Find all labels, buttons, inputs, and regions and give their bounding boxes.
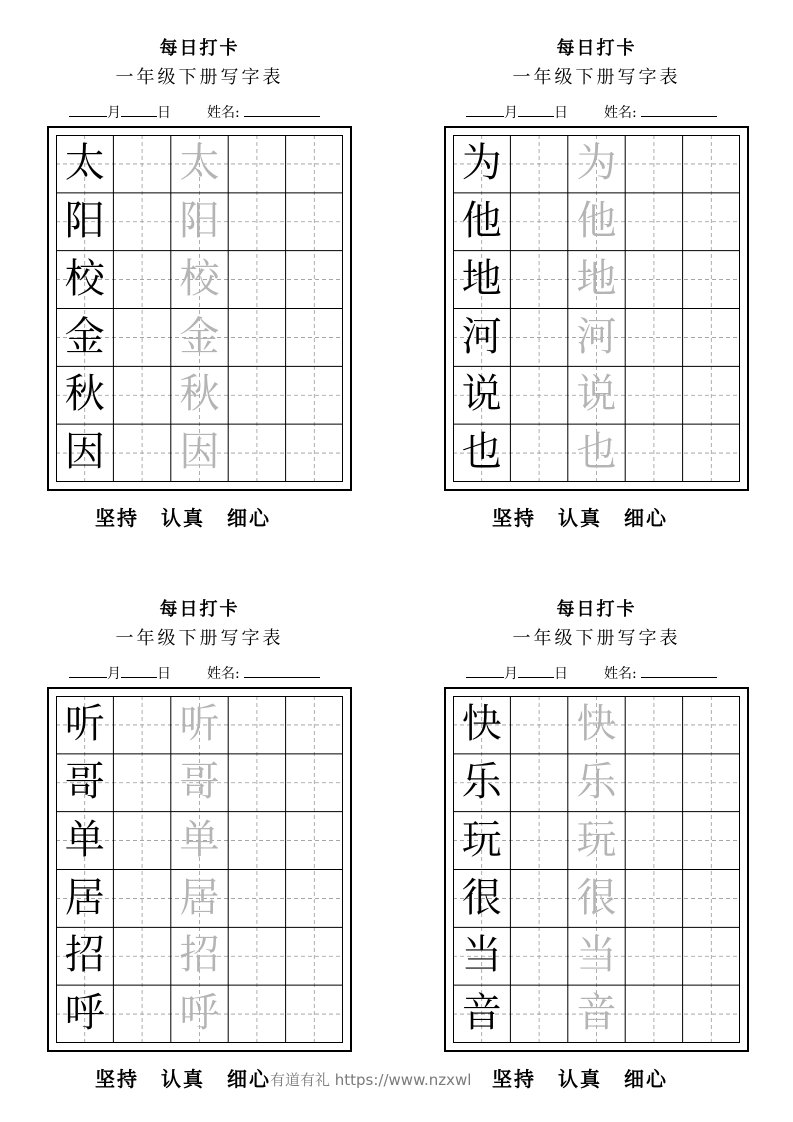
model-character: 单 bbox=[64, 816, 105, 863]
card-title: 每日打卡 bbox=[556, 38, 637, 59]
day-blank[interactable] bbox=[121, 665, 157, 678]
model-character: 乐 bbox=[461, 758, 502, 805]
name-label: 姓名: bbox=[604, 666, 637, 682]
day-blank[interactable] bbox=[121, 104, 157, 117]
model-character: 太 bbox=[64, 140, 105, 186]
model-character: 招 bbox=[64, 932, 105, 979]
trace-character: 也 bbox=[576, 429, 617, 476]
trace-character: 玩 bbox=[576, 816, 617, 863]
model-character: 金 bbox=[64, 313, 105, 360]
name-blank[interactable] bbox=[244, 104, 320, 117]
motto-word: 细心 bbox=[227, 1067, 271, 1091]
name-blank[interactable] bbox=[244, 665, 320, 678]
trace-character: 秋 bbox=[179, 371, 220, 418]
month-blank[interactable] bbox=[69, 665, 107, 678]
model-character: 校 bbox=[64, 255, 105, 302]
trace-character: 金 bbox=[179, 313, 220, 360]
name-blank[interactable] bbox=[641, 665, 717, 678]
trace-character: 河 bbox=[576, 313, 617, 360]
motto-line bbox=[95, 502, 293, 531]
name-label: 姓名: bbox=[207, 666, 240, 682]
writing-grid bbox=[453, 135, 740, 482]
card-subtitle: 一年级下册写字表 bbox=[512, 628, 681, 649]
model-character: 也 bbox=[461, 429, 502, 476]
model-character: 呼 bbox=[64, 990, 105, 1037]
motto-word: 认真 bbox=[558, 506, 602, 530]
trace-character: 招 bbox=[179, 932, 220, 979]
writing-frame bbox=[444, 126, 749, 491]
model-character: 玩 bbox=[461, 816, 502, 863]
motto-line bbox=[95, 1063, 293, 1092]
name-label: 姓名: bbox=[207, 105, 240, 121]
practice-card bbox=[444, 561, 749, 1091]
writing-grid bbox=[453, 696, 740, 1043]
day-label: 日 bbox=[157, 666, 171, 682]
model-character: 居 bbox=[64, 874, 105, 921]
model-character: 听 bbox=[64, 701, 105, 747]
motto-word: 坚持 bbox=[492, 1067, 536, 1091]
trace-character: 快 bbox=[576, 701, 617, 747]
date-name-line bbox=[69, 102, 320, 122]
month-label: 月 bbox=[504, 666, 518, 682]
writing-frame bbox=[47, 687, 352, 1052]
model-character: 他 bbox=[461, 197, 502, 244]
writing-frame bbox=[47, 126, 352, 491]
motto-word: 坚持 bbox=[95, 506, 139, 530]
card-title: 每日打卡 bbox=[159, 599, 240, 620]
date-name-line bbox=[69, 663, 320, 683]
model-character: 地 bbox=[461, 255, 502, 302]
writing-frame bbox=[444, 687, 749, 1052]
card-title: 每日打卡 bbox=[556, 599, 637, 620]
date-name-line bbox=[466, 102, 717, 122]
motto-word: 认真 bbox=[161, 1067, 205, 1091]
card-subtitle: 一年级下册写字表 bbox=[115, 67, 284, 88]
trace-character: 当 bbox=[576, 932, 617, 979]
trace-character: 地 bbox=[576, 255, 617, 302]
day-blank[interactable] bbox=[518, 104, 554, 117]
model-character: 很 bbox=[461, 874, 502, 921]
month-blank[interactable] bbox=[466, 104, 504, 117]
motto-word: 细心 bbox=[227, 506, 271, 530]
model-character: 哥 bbox=[64, 758, 105, 805]
motto-word: 细心 bbox=[624, 1067, 668, 1091]
model-character: 秋 bbox=[64, 371, 105, 418]
trace-character: 很 bbox=[576, 874, 617, 921]
name-blank[interactable] bbox=[641, 104, 717, 117]
month-blank[interactable] bbox=[69, 104, 107, 117]
writing-grid bbox=[56, 135, 343, 482]
writing-grid bbox=[56, 696, 343, 1043]
trace-character: 说 bbox=[576, 371, 617, 418]
model-character: 因 bbox=[64, 429, 105, 476]
day-label: 日 bbox=[554, 666, 568, 682]
month-blank[interactable] bbox=[466, 665, 504, 678]
motto-word: 认真 bbox=[161, 506, 205, 530]
model-character: 音 bbox=[461, 990, 502, 1037]
watermark: 有道有礼 https://www.nzxwl bbox=[270, 1071, 472, 1089]
model-character: 阳 bbox=[64, 197, 105, 244]
day-label: 日 bbox=[554, 105, 568, 121]
date-name-line bbox=[466, 663, 717, 683]
motto-word: 坚持 bbox=[95, 1067, 139, 1091]
trace-character: 居 bbox=[179, 874, 220, 921]
practice-card bbox=[47, 0, 352, 530]
trace-character: 太 bbox=[179, 140, 220, 186]
motto-word: 坚持 bbox=[492, 506, 536, 530]
month-label: 月 bbox=[107, 105, 121, 121]
trace-character: 单 bbox=[179, 816, 220, 863]
trace-character: 阳 bbox=[179, 197, 220, 244]
model-character: 说 bbox=[461, 371, 502, 418]
model-character: 河 bbox=[461, 313, 502, 360]
month-label: 月 bbox=[504, 105, 518, 121]
model-character: 为 bbox=[461, 140, 502, 186]
day-label: 日 bbox=[157, 105, 171, 121]
motto-line bbox=[492, 502, 690, 531]
day-blank[interactable] bbox=[518, 665, 554, 678]
trace-character: 因 bbox=[179, 429, 220, 476]
trace-character: 他 bbox=[576, 197, 617, 244]
card-subtitle: 一年级下册写字表 bbox=[115, 628, 284, 649]
trace-character: 听 bbox=[179, 701, 220, 747]
practice-card bbox=[444, 0, 749, 530]
trace-character: 哥 bbox=[179, 758, 220, 805]
model-character: 当 bbox=[461, 932, 502, 979]
practice-card bbox=[47, 561, 352, 1091]
trace-character: 为 bbox=[576, 140, 617, 186]
model-character: 快 bbox=[461, 701, 502, 747]
motto-word: 认真 bbox=[558, 1067, 602, 1091]
name-label: 姓名: bbox=[604, 105, 637, 121]
month-label: 月 bbox=[107, 666, 121, 682]
trace-character: 校 bbox=[179, 255, 220, 302]
card-subtitle: 一年级下册写字表 bbox=[512, 67, 681, 88]
trace-character: 乐 bbox=[576, 758, 617, 805]
trace-character: 音 bbox=[576, 990, 617, 1037]
motto-line bbox=[492, 1063, 690, 1092]
motto-word: 细心 bbox=[624, 506, 668, 530]
card-title: 每日打卡 bbox=[159, 38, 240, 59]
trace-character: 呼 bbox=[179, 990, 220, 1037]
